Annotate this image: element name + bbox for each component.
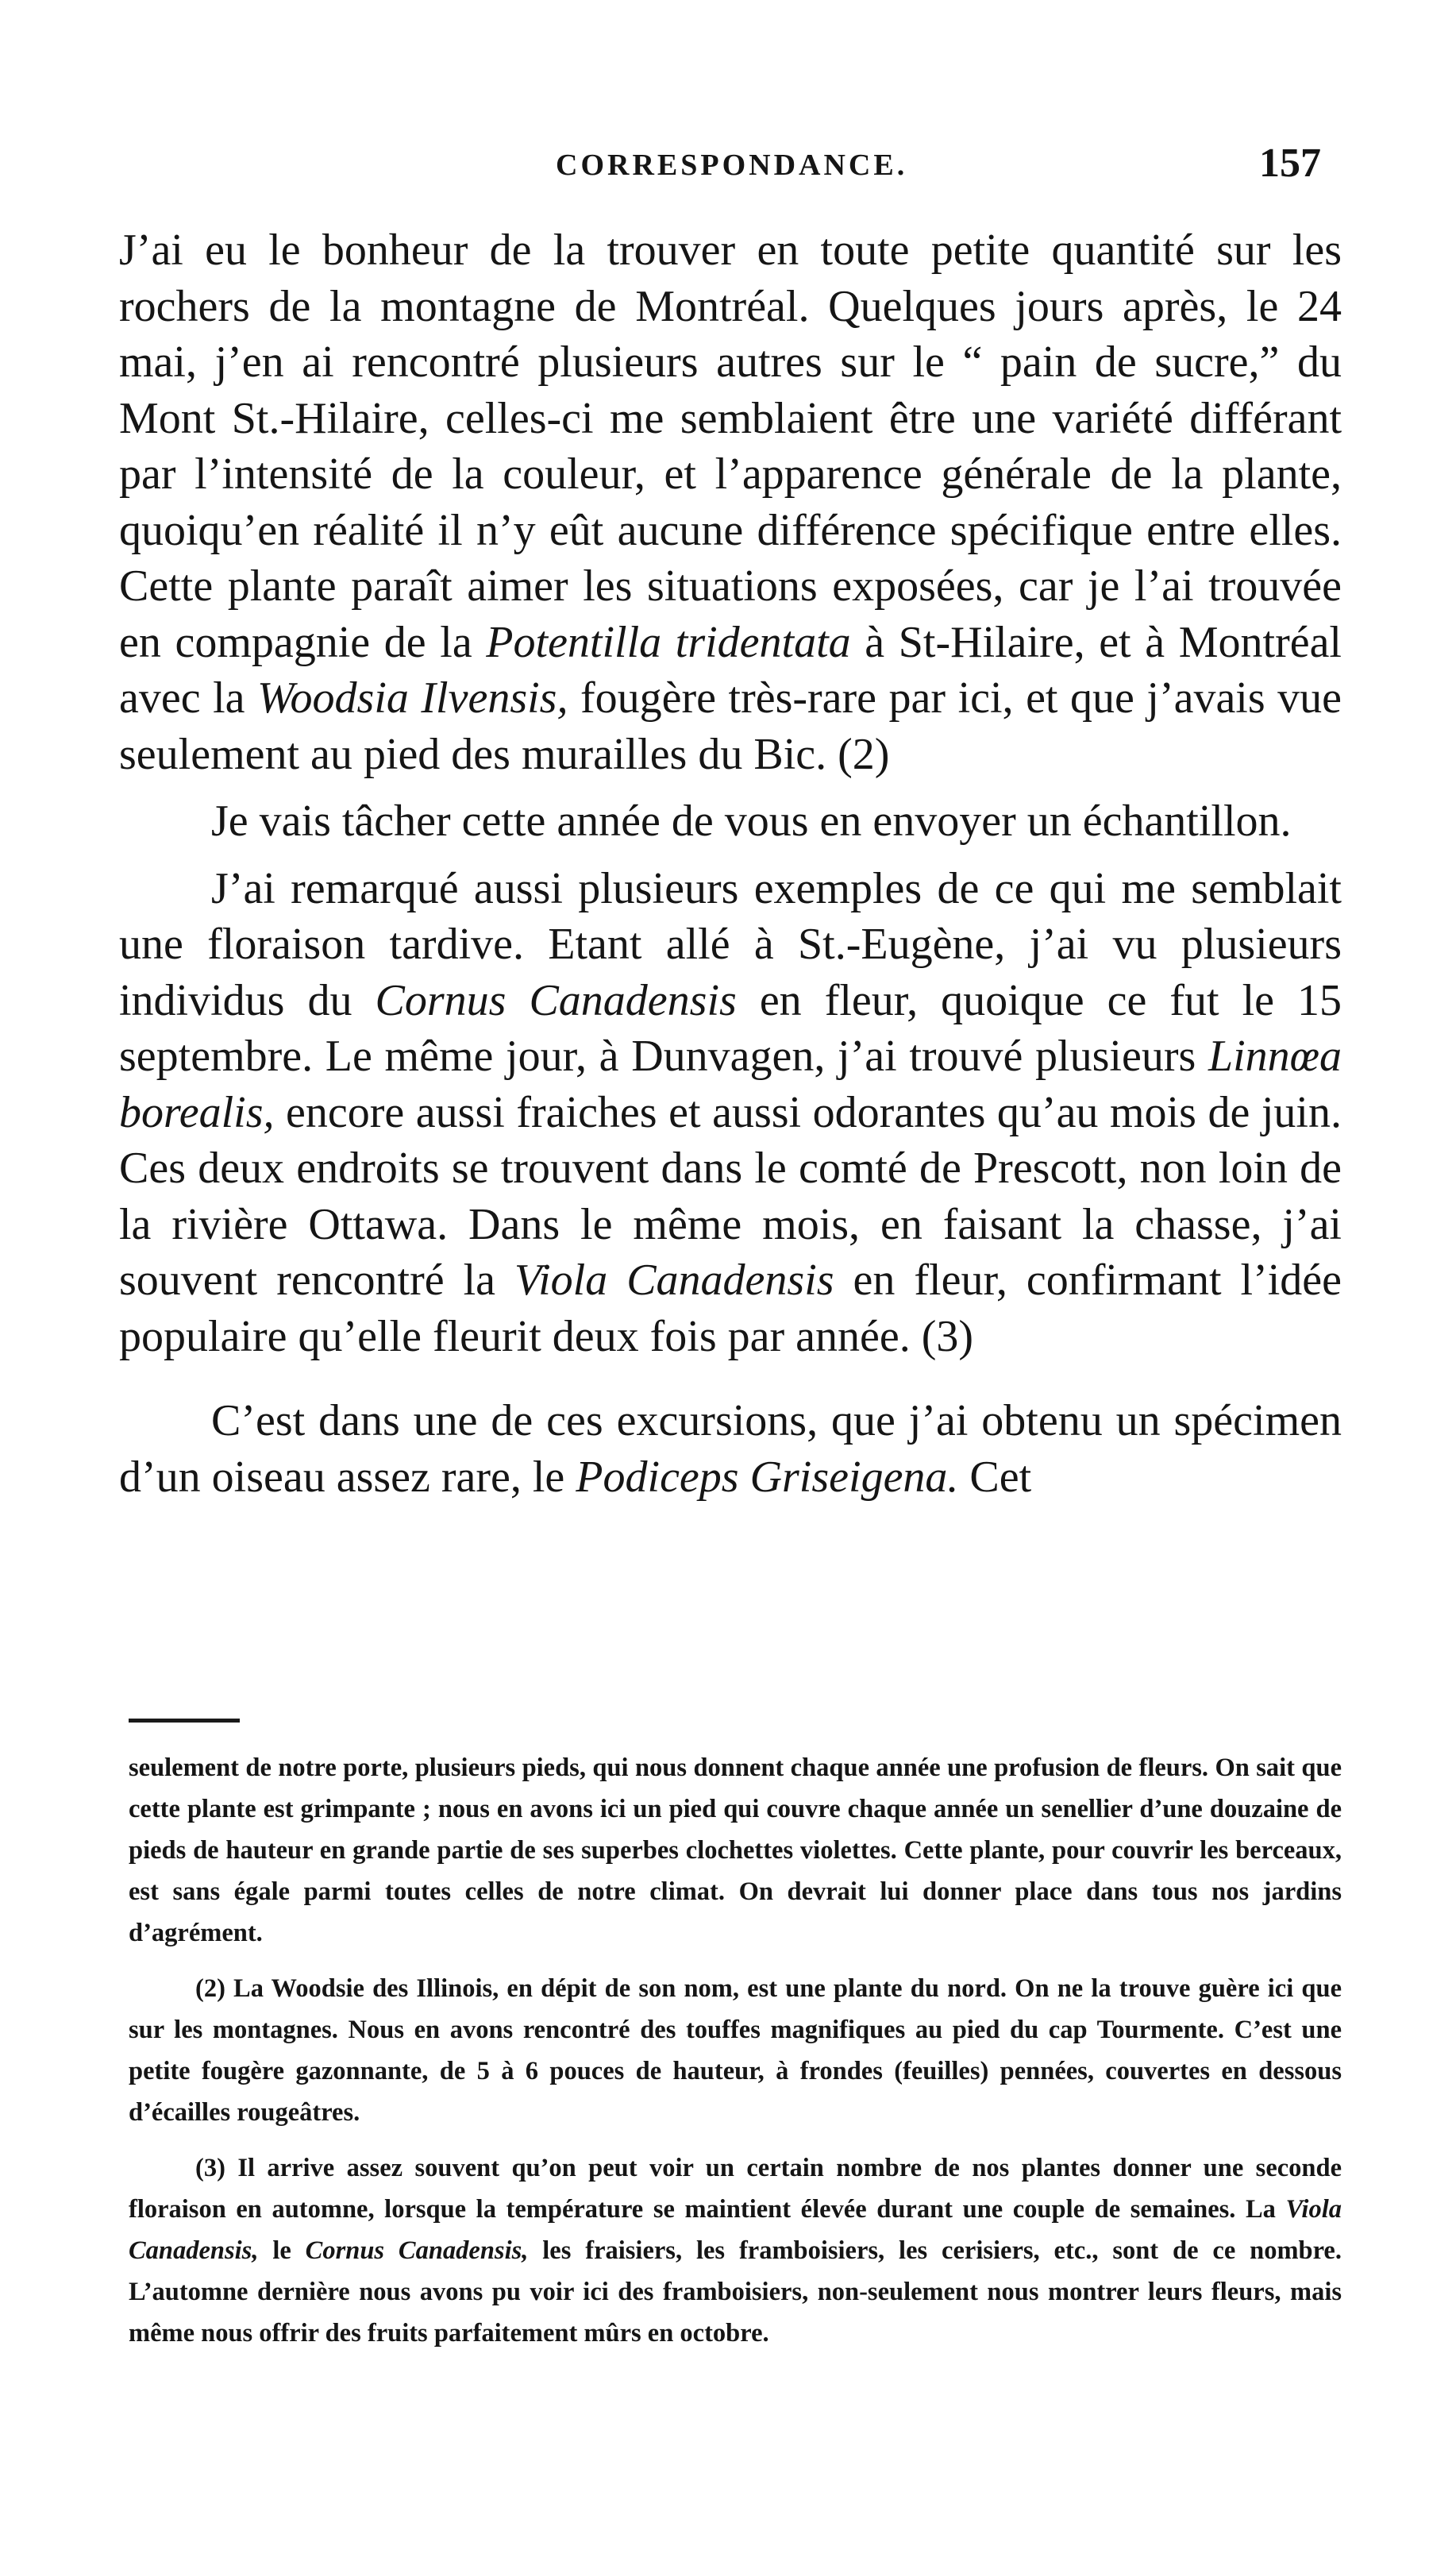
main-text xyxy=(119,222,1342,1505)
paragraph-text: J’ai remarqué aussi plusieurs exemples de ce qui me semblait une floraison tardive. Etant allé à St.-Eugène, j’ai vu plusieurs individus du xyxy=(119,863,1342,1025)
page-header xyxy=(0,140,1456,203)
footnote-2: (2) La Woodsie des Illinois, en dépit de son nom, est une plante du nord. On ne la trouve guère ici que sur les montagnes. Nous en avons rencontré des touffes magnifiques au pied du cap Tourmente. C’est une petite fougère gazonnante, de 5 à 6 pouces de hauteur, à frondes (feuilles) pennées, couvertes en dessous d’écailles rougeâtres. xyxy=(129,1974,1342,2127)
footnote-continued: seulement de notre porte, plusieurs pieds, qui nous donnent chaque année une profusion de fleurs. On sait que cette plante est grimpante ; nous en avons ici un pied qui couvre chaque année un senellier d’une douzaine de pieds de hauteur en grande partie de ses superbes clochettes violettes. Cette plante, pour couvrir les berceaux, est sans égale parmi toutes celles de notre climat. On devrait lui donner place dans tous nos jardins d’agrément. xyxy=(129,1753,1342,1947)
paragraph-2: Je vais tâcher cette année de vous en envoyer un échantillon. xyxy=(211,797,1292,846)
footnote-text: (3) Il arrive assez souvent qu’on peut voir un certain nombre de nos plantes donner une seconde floraison en automne, lorsque la température se maintient élevée durant une couple de semaines. La xyxy=(129,2154,1342,2224)
paragraph-text: en fleur, confirmant l’idée populaire qu’elle fleurit deux fois par année. (3) xyxy=(119,1256,1342,1361)
paragraph-text: encore aussi fraiches et aussi odorantes qu’au mois de juin. Ces deux endroits se trouvent dans le comté de Prescott, non loin de la rivière Ottawa. Dans le même mois, en faisant la chasse, j’ai souvent rencontré la xyxy=(119,1087,1342,1305)
running-head: CORRESPONDANCE. xyxy=(556,149,908,182)
paragraph-4 xyxy=(119,1393,1342,1505)
species-name: Cornus Canadensis, xyxy=(305,2236,529,2265)
paragraph-1 xyxy=(119,222,1342,782)
paragraph-text: à St-Hilaire, et à Montréal avec la xyxy=(119,617,1342,723)
species-name: Viola Canadensis, xyxy=(129,2195,1342,2265)
paragraph-text: Cet xyxy=(958,1452,1032,1502)
paragraph-3 xyxy=(119,861,1342,1365)
species-name: Cornus Canadensis xyxy=(375,975,737,1025)
footnotes xyxy=(129,1747,1342,2354)
species-name: Viola Canadensis xyxy=(514,1256,834,1305)
paragraph-text: J’ai eu le bonheur de la trouver en toute petite quantité sur les rochers de la montagne de Montréal. Quelques jours après, le 24 mai, j’en ai rencontré plusieurs autres sur le “ pain de sucre,” du Mont St.-Hilaire, celles-ci me semblaient être une variété différant par l’intensité de la couleur, et l’apparence générale de la plante, quoiqu’en réalité il n’y eût aucune différence spécifique entre elles. Cette plante paraît aimer les situations exposées, car je l’ai trouvée en compagnie de la xyxy=(119,226,1342,667)
page-number: 157 xyxy=(1259,141,1321,186)
paragraph-text: fougère très-rare par ici, et que j’avais vue seulement au pied des murailles du Bic. (2) xyxy=(119,673,1342,779)
paragraph-text: en fleur, quoique ce fut le 15 septembre. Le même jour, à Dunvagen, j’ai trouvé plusieurs xyxy=(119,975,1342,1081)
species-name: Podiceps Griseigena. xyxy=(576,1452,959,1502)
footnote-3 xyxy=(129,2147,1342,2354)
species-name: Woodsia Ilvensis, xyxy=(257,673,568,723)
footnote-text: le xyxy=(258,2236,306,2265)
paragraph-text: C’est dans une de ces excursions, que j’ai obtenu un spécimen d’un oiseau assez rare, le xyxy=(119,1396,1342,1502)
species-name: Linnœa borealis, xyxy=(119,1032,1342,1137)
footnote-text: les fraisiers, les framboisiers, les cerisiers, etc., sont de ce nombre. L’automne dernière nous avons pu voir ici des framboisiers, non-seulement nous montrer leurs fleurs, mais même nous offrir des fruits parfaitement mûrs en octobre. xyxy=(129,2236,1342,2348)
footnote-rule xyxy=(129,1719,240,1723)
species-name: Potentilla tridentata xyxy=(486,617,851,667)
